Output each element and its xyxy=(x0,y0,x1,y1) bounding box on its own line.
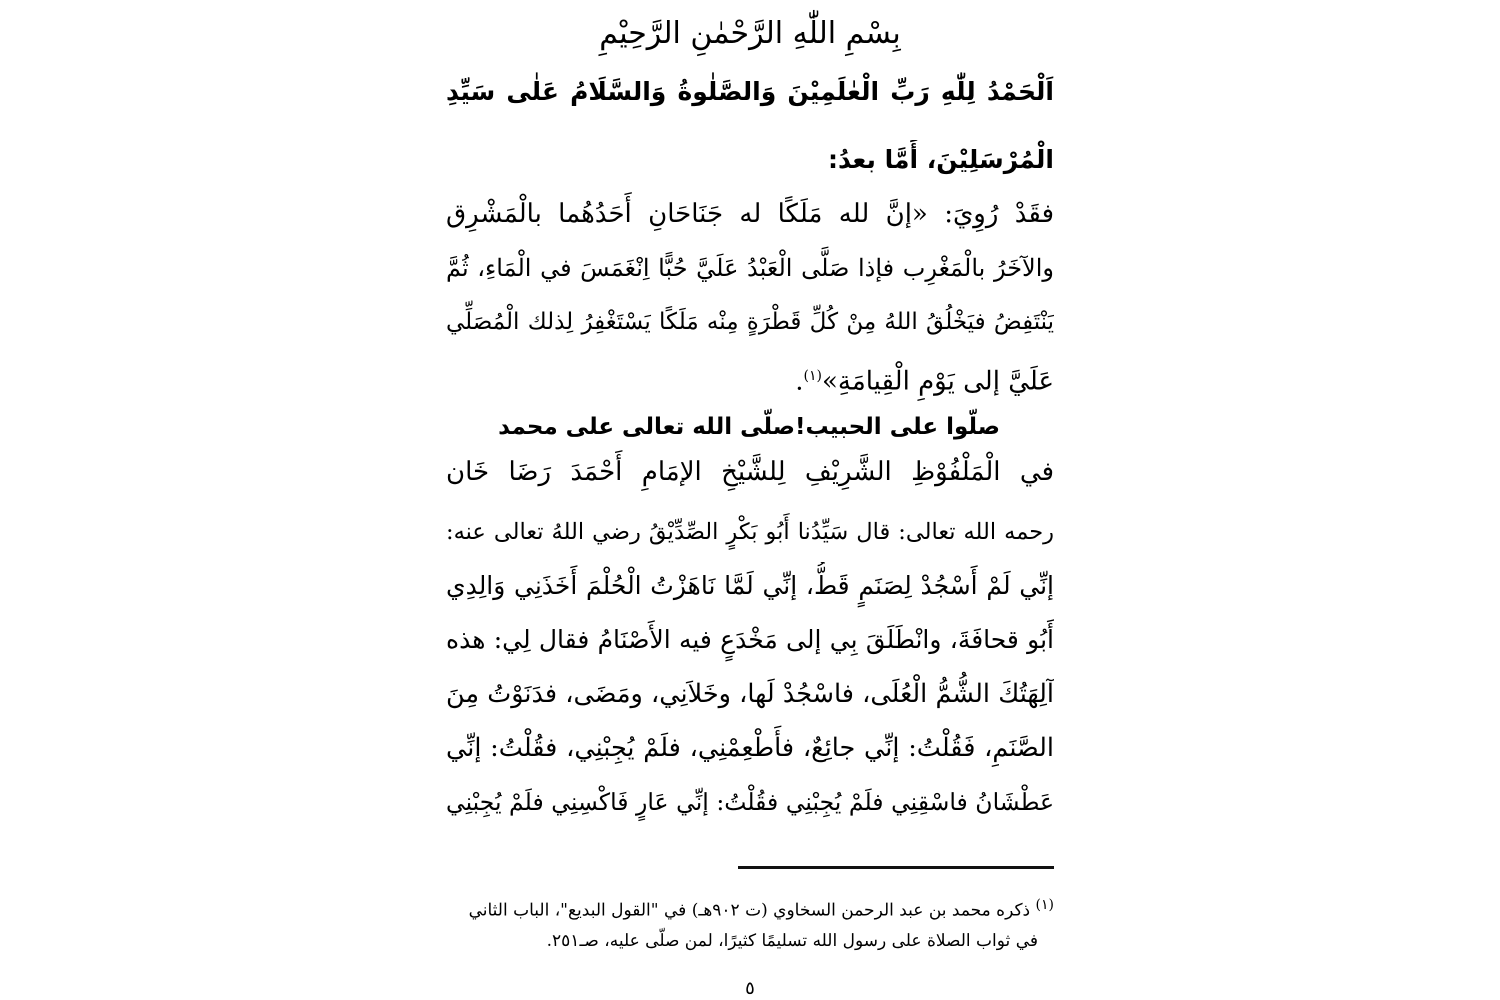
story-line-6: الصَّنَمِ، فَقُلْتُ: إنِّي جائِعٌ، فأَطْعِمْنِي، فلَمْ يُجِبْنِي، فقُلْتُ: إنِّي xyxy=(446,733,1054,763)
story-line-5: آلِهَتُكَ الشُّمُّ الْعُلَى، فاسْجُدْ لَها، وخَلاَنِي، ومَضَى، فدَنَوْتُ مِنَ xyxy=(446,679,1054,709)
hadith-line-4 xyxy=(446,352,1054,406)
hadith-end-punct: . xyxy=(795,366,804,397)
story-line-3: إنِّي لَمْ أَسْجُدْ لِصَنَمٍ قَطُّ، إنِّي لَمَّا نَاهَزْتُ الْحُلْمَ أَخَذَنِي وَالِدِي xyxy=(446,571,1054,600)
salawat-left: صلّى الله تعالى على محمد xyxy=(498,414,795,440)
salawat-line xyxy=(500,407,1000,447)
hadith-line-3: يَنْتَفِضُ فيَخْلُقُ اللهُ مِنْ كُلِّ قَطْرَةٍ مِنْه مَلَكًا يَسْتَغْفِرُ لِذلك الْمُصَلِّي xyxy=(446,309,1054,335)
opening-line-2: الْمُرْسَلِيْنَ، أَمَّا بعدُ: xyxy=(827,145,1054,174)
salawat-right: صلّوا على الحبيب! xyxy=(794,414,1000,440)
basmala-calligraphy: بِسْمِ اللّٰهِ الرَّحْمٰنِ الرَّحِيْمِ xyxy=(599,16,901,51)
story-line-4: أَبُو قحافَةَ، وانْطَلَقَ بِي إلى مَخْدَعٍ فيه الأَصْنَامُ فقال لِي: هذه xyxy=(446,625,1054,654)
footnote-line-2: في ثواب الصلاة على رسول الله تسليمًا كثيرًا، لمن صلّى عليه، صـ٢٥١. xyxy=(546,931,1038,951)
story-line-2: رحمه الله تعالى: قال سَيِّدُنا أَبُو بَكْرٍ الصِّدِّيْقُ رضي اللهُ تعالى عنه: xyxy=(446,519,1054,545)
hadith-line-2: والآخَرُ بالْمَغْرِب فإذا صَلَّى الْعَبْدُ عَلَيَّ حُبًّا اِنْغَمَسَ في الْمَاءِ، ثُمَّ xyxy=(446,254,1054,282)
opening-line-1: اَلْحَمْدُ لِلّٰهِ رَبِّ الْعٰلَمِيْنَ وَالصَّلٰوةُ وَالسَّلَامُ عَلٰى سَيِّدِ xyxy=(446,77,1054,106)
page-number: ٥ xyxy=(745,978,755,999)
footnote-separator xyxy=(738,866,1054,869)
story-line-1: في الْمَلْفُوْظِ الشَّرِيْفِ لِلشَّيْخِ الإمَامِ أَحْمَدَ رَضَا خَان xyxy=(446,457,1054,487)
footnote-reference[interactable]: (١) xyxy=(803,368,822,384)
story-line-7: عَطْشَانُ فاسْقِنِي فلَمْ يُجِبْنِي فقُلْتُ: إنِّي عَارٍ فَاكْسِنِي فلَمْ يُجِبْنِي xyxy=(446,788,1054,816)
footnote-line-1 xyxy=(469,890,1054,926)
hadith-line-4-text: عَلَيَّ إلى يَوْمِ الْقِيامَةِ» xyxy=(821,366,1054,397)
document-page xyxy=(440,0,1060,1000)
footnote-text-1: ذكره محمد بن عبد الرحمن السخاوي (ت ٩٠٢هـ) في "القول البديع"، الباب الثاني xyxy=(468,900,1031,921)
footnote-marker: (١) xyxy=(1035,897,1054,913)
hadith-line-1: فقَدْ رُوِيَ: «إنَّ لله مَلَكًا له جَنَاحَانِ أَحَدُهُما بالْمَشْرِق xyxy=(446,199,1054,229)
